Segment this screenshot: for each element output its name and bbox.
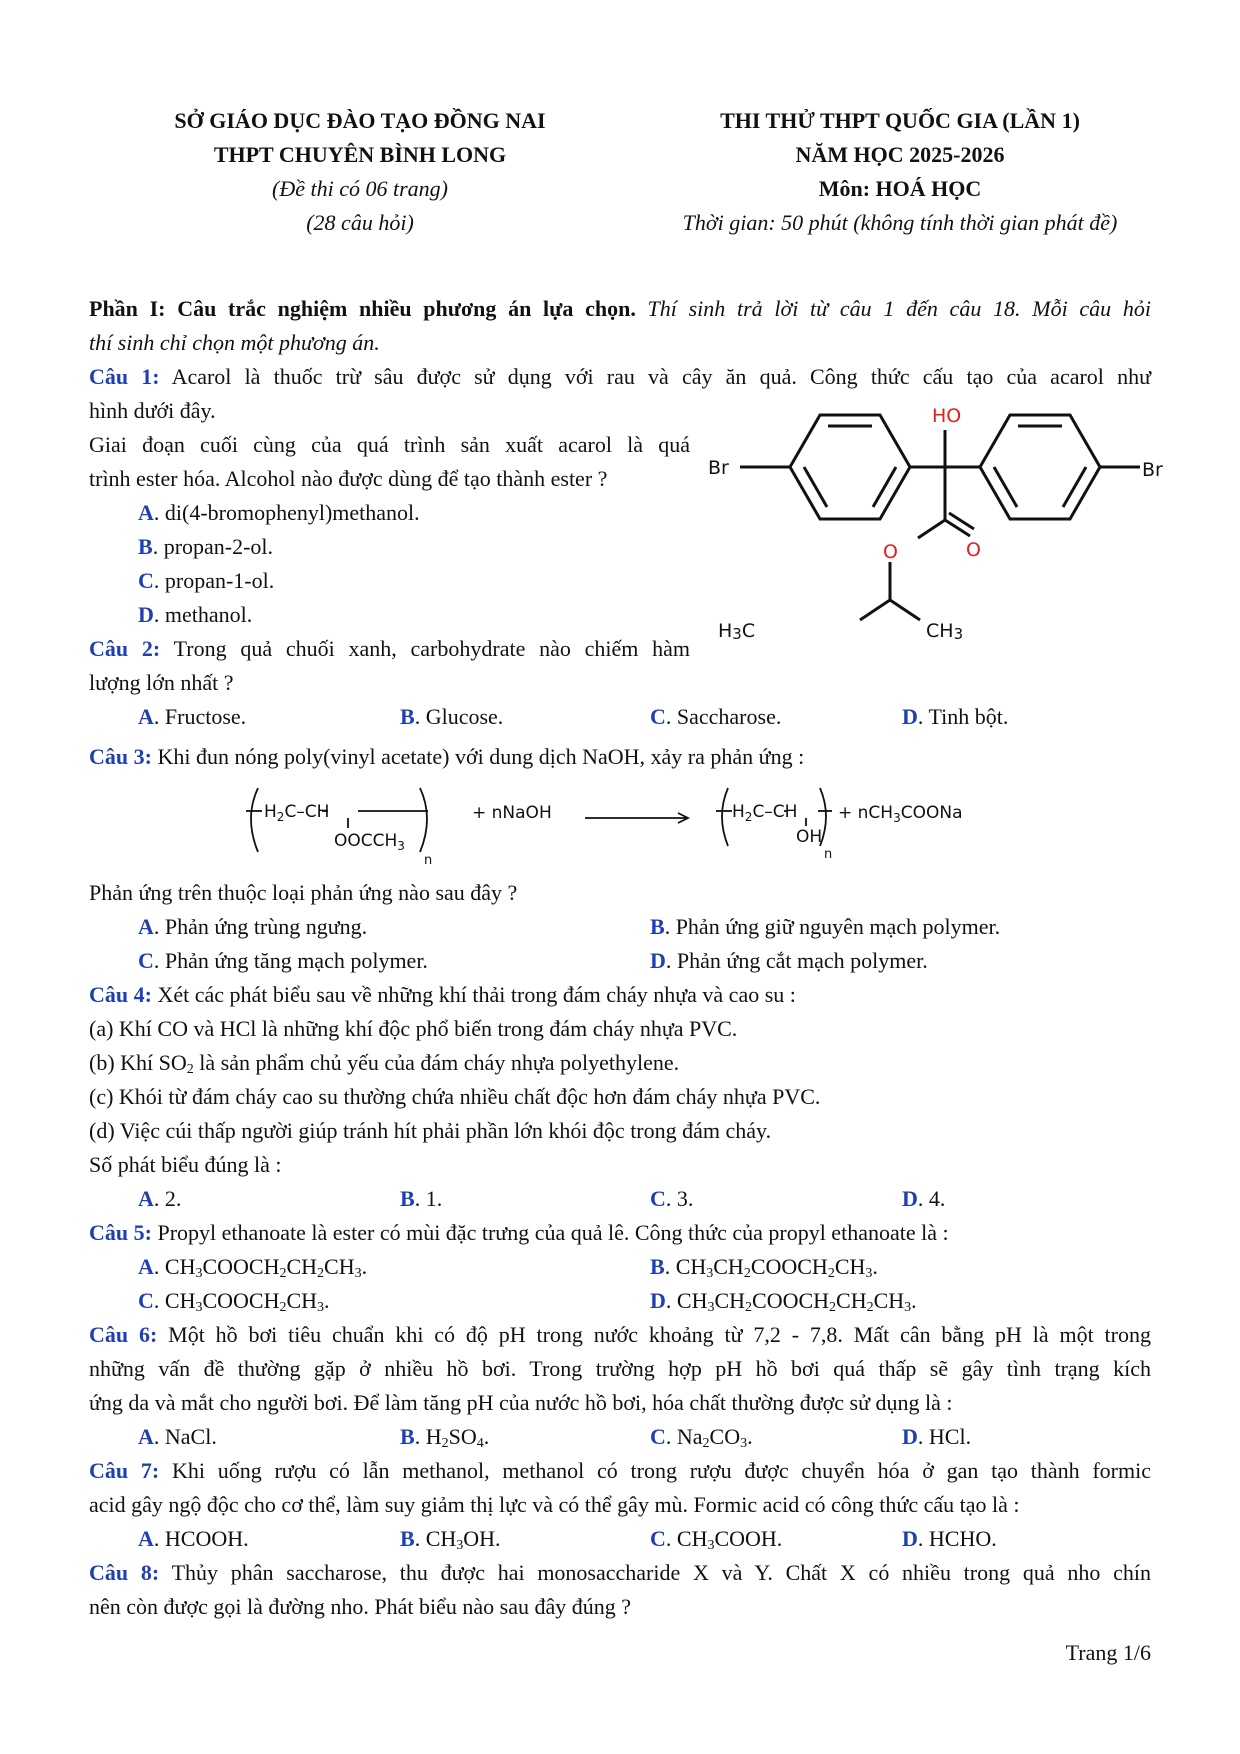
methyl-right-label: CH3 xyxy=(926,620,964,643)
q1-line3: Giai đoạn cuối cùng của quá trình sản xuất acarol là quá xyxy=(89,432,690,457)
q1-option-d[interactable]: D. methanol. xyxy=(138,602,253,627)
q2-option-d[interactable]: D. Tinh bột. xyxy=(902,704,1009,729)
ester-oxygen-label: O xyxy=(883,541,898,563)
bromine-right-label: Br xyxy=(1142,459,1163,481)
repeat-unit-n-left: n xyxy=(424,853,433,868)
q7-option-c[interactable]: C. $CH_3COOH$. xyxy=(650,1526,783,1553)
exam-title: THI THỬ THPT QUỐC GIA (LẦN 1) xyxy=(720,108,1080,133)
q1-text: Acarol là thuốc trừ sâu được sử dụng với rau và cây ăn quả. Công thức cấu tạo của acarol như xyxy=(171,364,1151,389)
q6-option-b[interactable]: B. $H_2SO_4$. xyxy=(400,1424,490,1451)
page-count-note: (Đề thi có 06 trang) xyxy=(272,176,448,201)
q7-label: Câu 7: xyxy=(89,1458,160,1483)
q5-label: Câu 5: xyxy=(89,1220,152,1245)
svg-text:H2C–CH: $H_2C-CH$ xyxy=(732,802,798,824)
q3-option-d[interactable]: D. Phản ứng cắt mạch polymer. xyxy=(650,948,928,973)
q1-option-a[interactable]: A. di(4-bromophenyl)methanol. xyxy=(138,500,420,525)
q8-line1: Câu 8: Thủy phân saccharose, thu được hai monosaccharide X và Y. Chất X có nhiều trong quả nho chín xyxy=(89,1560,1151,1585)
q5-line1: Câu 5: Propyl ethanoate là ester có mùi đặc trưng của quả lê. Công thức của propyl ethanoate là : xyxy=(89,1220,949,1245)
q3-option-c[interactable]: C. Phản ứng tăng mạch polymer. xyxy=(138,948,428,973)
q2-line1: Câu 2: Trong quả chuối xanh, carbohydrate nào chiếm hàm xyxy=(89,636,691,661)
q4-statement-c: (c) Khói từ đám cháy cao su thường chứa nhiều chất độc hơn đám cháy nhựa PVC. xyxy=(89,1084,821,1109)
bromine-left-label: Br xyxy=(708,457,729,479)
acarol-structure-diagram xyxy=(700,400,1163,650)
q6-line3: ứng da và mắt cho người bơi. Để làm tăng pH của nước hồ bơi, hóa chất thường được sử dụng là : xyxy=(89,1390,953,1415)
q4-question: Số phát biểu đúng là : xyxy=(89,1152,282,1177)
svg-text:H2C–CH: $H_2C-CH$ xyxy=(264,802,330,824)
q4-option-c[interactable]: C. 3. xyxy=(650,1186,694,1211)
question-count-note: (28 câu hỏi) xyxy=(306,210,414,235)
svg-text:OH: OH xyxy=(796,827,823,847)
part1-instruction: Thí sinh trả lời từ câu 1 đến câu 18. Mỗi câu hỏi xyxy=(647,296,1151,321)
q5-option-a[interactable]: A. $CH_3COOCH_2CH_2CH_3$. xyxy=(138,1254,368,1281)
q4-line1: Câu 4: Xét các phát biểu sau về những khí thải trong đám cháy nhựa và cao su : xyxy=(89,982,796,1007)
carbonyl-oxygen-label: O xyxy=(966,539,981,561)
sodium-acetate-product: + nCH$_3$COONa xyxy=(838,803,963,825)
dept-name: SỞ GIÁO DỤC ĐÀO TẠO ĐỒNG NAI xyxy=(174,108,546,133)
q7-option-a[interactable]: A. HCOOH. xyxy=(138,1526,249,1551)
q4-statement-d: (d) Việc cúi thấp người giúp tránh hít phải phần lớn khói độc trong đám cháy. xyxy=(89,1118,772,1143)
q1-line1 xyxy=(89,360,1151,394)
q7-option-b[interactable]: B. $CH_3OH$. xyxy=(400,1526,501,1553)
q8-label: Câu 8: xyxy=(89,1560,160,1585)
hydroxyl-label: HO xyxy=(932,405,962,427)
q6-label: Câu 6: xyxy=(89,1322,158,1347)
q6-option-d[interactable]: D. HCl. xyxy=(902,1424,972,1449)
school-year: NĂM HỌC 2025-2026 xyxy=(795,142,1005,167)
time-limit: Thời gian: 50 phút (không tính thời gian phát đề) xyxy=(682,210,1118,235)
q4-statement-a: (a) Khí CO và HCl là những khí độc phổ biến trong đám cháy nhựa PVC. xyxy=(89,1016,738,1041)
q1-line2: hình dưới đây. xyxy=(89,398,216,423)
q2-label: Câu 2: xyxy=(89,636,161,661)
methyl-left-label: H3C xyxy=(718,620,756,643)
q1-option-c[interactable]: C. propan-1-ol. xyxy=(138,568,275,593)
q4-statement-b: (b) Khí $SO_2$ là sản phẩm chủ yếu của đám cháy nhựa polyethylene. xyxy=(89,1050,680,1077)
q3-line1: Câu 3: Khi đun nóng poly(vinyl acetate) với dung dịch NaOH, xảy ra phản ứng : xyxy=(89,744,805,769)
q7-line2: acid gây ngộ độc cho cơ thể, làm suy giảm thị lực và có thể gây mù. Formic acid có công thức cấu tạo là : xyxy=(89,1492,1020,1517)
q2-option-a[interactable]: A. Fructose. xyxy=(138,704,247,729)
q7-option-d[interactable]: D. HCHO. xyxy=(902,1526,997,1551)
part1-title: Phần I: Câu trắc nghiệm nhiều phương án lựa chọn. xyxy=(89,296,636,321)
q3-label: Câu 3: xyxy=(89,744,152,769)
q2-option-b[interactable]: B. Glucose. xyxy=(400,704,504,729)
q5-option-d[interactable]: D. $CH_3CH_2COOCH_2CH_2CH_3$. xyxy=(650,1288,917,1315)
subject: Môn: HOÁ HỌC xyxy=(818,176,982,201)
q6-option-c[interactable]: C. $Na_2CO_3$. xyxy=(650,1424,753,1451)
q1-label: Câu 1: xyxy=(89,364,160,389)
part1-heading xyxy=(89,292,1151,326)
repeat-unit-n-right: n xyxy=(824,847,833,862)
q5-option-b[interactable]: B. $CH_3CH_2COOCH_2CH_3$. xyxy=(650,1254,878,1281)
q3-option-a[interactable]: A. Phản ứng trùng ngưng. xyxy=(138,914,368,939)
q5-option-c[interactable]: C. $CH_3COOCH_2CH_3$. xyxy=(138,1288,330,1315)
q1-option-b[interactable]: B. propan-2-ol. xyxy=(138,534,274,559)
q6-line1: Câu 6: Một hồ bơi tiêu chuẩn khi có độ pH trong nước khoảng từ 7,2 - 7,8. Mất cân bằng pH là một trong xyxy=(89,1322,1151,1347)
svg-text:OOCCH3: $OOCCH_3$ xyxy=(334,831,405,853)
q3-question: Phản ứng trên thuộc loại phản ứng nào sau đây ? xyxy=(89,880,518,905)
page-number: Trang 1/6 xyxy=(1065,1640,1151,1665)
q2-option-c[interactable]: C. Saccharose. xyxy=(650,704,782,729)
q2-line2: lượng lớn nhất ? xyxy=(89,670,234,695)
header-right xyxy=(620,104,1180,240)
q4-label: Câu 4: xyxy=(89,982,152,1007)
q1-line4: trình ester hóa. Alcohol nào được dùng để tạo thành ester ? xyxy=(89,466,608,491)
q3-option-b[interactable]: B. Phản ứng giữ nguyên mạch polymer. xyxy=(650,914,1001,939)
q4-option-d[interactable]: D. 4. xyxy=(902,1186,946,1211)
q4-option-b[interactable]: B. 1. xyxy=(400,1186,443,1211)
q3-reaction-equation xyxy=(240,780,1040,870)
q6-option-a[interactable]: A. NaCl. xyxy=(138,1424,217,1449)
q6-line2: những vấn đề thường gặp ở nhiều hồ bơi. Trong trường hợp pH hồ bơi quá thấp sẽ gây tình trạng kích xyxy=(89,1356,1151,1381)
naoh-reagent: + nNaOH xyxy=(472,803,552,823)
q4-option-a[interactable]: A. 2. xyxy=(138,1186,182,1211)
school-name: THPT CHUYÊN BÌNH LONG xyxy=(213,142,507,167)
header-left xyxy=(140,104,580,240)
q7-line1: Câu 7: Khi uống rượu có lẫn methanol, methanol có trong rượu được chuyển hóa ở gan tạo thành formic xyxy=(89,1458,1152,1483)
part1-instruction-cont: thí sinh chỉ chọn một phương án. xyxy=(89,330,380,355)
q8-line2: nên còn được gọi là đường nho. Phát biểu nào sau đây đúng ? xyxy=(89,1594,632,1619)
